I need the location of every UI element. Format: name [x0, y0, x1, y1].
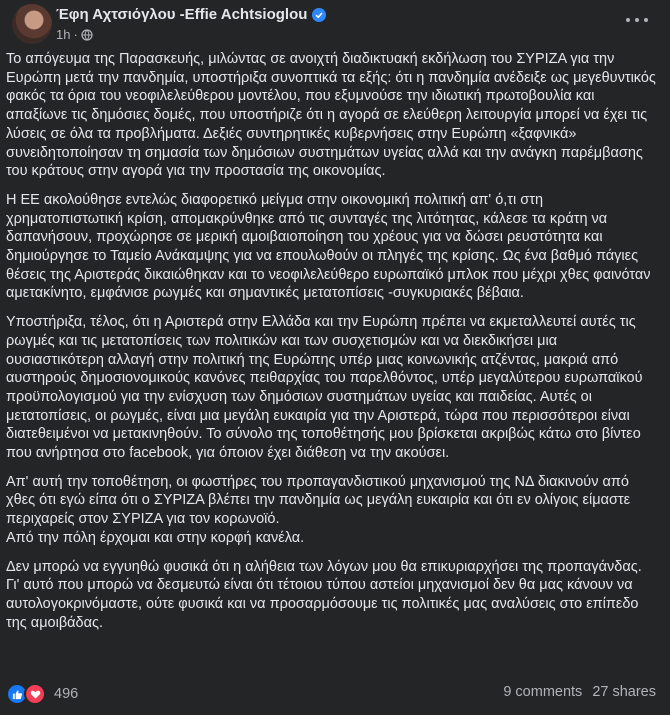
avatar[interactable]	[12, 4, 52, 44]
post-header	[12, 4, 658, 42]
reactions-summary[interactable]	[6, 683, 78, 705]
comments-link[interactable]: 9 comments	[503, 684, 583, 700]
post-paragraph-1: Το απόγευμα της Παρασκευής, μιλώντας σε ανοιχτή διαδικτυακή εκδήλωση του ΣΥΡΙΖΑ για την Ευρώπη μετά την πανδημία, υποστήριξα συνοπτικά τα εξής: ότι η πανδημία ανέδειξε ως μεγεθυντικός φακός τα όρια του νεοφιλελεύθερου μοντέλου, που εξυμνούσε την ιδιωτική πρωτοβουλία και απαξίωνε τις δημόσιες δομές, που υποστήριζε ότι η αγορά σε ελεύθερη λειτουργία μπορεί να έχει τις λύσεις σε όλα τα προβλήματα. Δεξιές συντηρητικές κυβερνήσεις στην Ευρώπη «ξαφνικά» συνειδητοποίησαν τη σημασία των δημόσιων συστημάτων υγείας αλλά και την ανάγκη παρέμβασης του κράτους στην αγορά για την προστασία της οικονομίας.	[6, 51, 656, 180]
verified-badge-icon	[312, 8, 326, 22]
post-paragraph-4: Απ' αυτή την τοποθέτηση, οι φωστήρες του προπαγανδιστικού μηχανισμού της ΝΔ διακινούν από χθες ότι εγώ είπα ότι ο ΣΥΡΙΖΑ βλέπει την πανδημία ως μεγάλη ευκαιρία και ότι εν ολίγοις είμαστε περιχαρείς στον ΣΥΡΙΖΑ για τον κορωνοϊό. Από την πόλη έρχομαι και στην κορφή κανέλα.	[6, 473, 631, 546]
shares-link[interactable]: 27 shares	[592, 684, 656, 700]
reaction-count: 496	[54, 686, 79, 702]
post-paragraph-5: Δεν μπορώ να εγγυηθώ φυσικά ότι η αλήθεια των λόγων μου θα επικυριαρχήσει της προπαγάνδας. Γι' αυτό που μπορώ να δεσμευτώ είναι ότι τέτοιου τύπου αστείοι μηχανισμοί δεν θα μας κάνουν να αυτολογοκρινόμαστε, ούτε φυσικά και να προσαρμόσουμε τις πολιτικές μας αναλύσεις στο επίπεδο της αμοιβάδας.	[6, 558, 642, 631]
separator-dot: ·	[73, 27, 78, 42]
post-time[interactable]: 1h	[56, 27, 71, 42]
post-paragraph-2: Η ΕΕ ακολούθησε εντελώς διαφορετικό μείγμα στην οικονομική πολιτική απ' ό,τι στη χρηματοπιστωτική κρίση, απομακρύνθηκε από τις συνταγές της λιτότητας, κάλεσε τα κράτη να δαπανήσουν, προχώρησε σε μερική αμοιβαιοποίηση του χρέους για να δώσει ρευστότητα και δημιούργησε το Ταμείο Ανάκαμψης για να επουλωθούν οι πληγές της κρίσης. Ως ένα βαθμό πάγιες θέσεις της Αριστεράς δικαιώθηκαν και το νεοφιλελεύθερο ευρωπαϊκό μπλοκ που μέχρι χθες φαινόταν αμετακίνητο, εμφάνισε ρωγμές και σημαντικές μετατοπίσεις -συγκυριακές βέβαια.	[6, 191, 651, 302]
author-row	[56, 6, 326, 23]
post-stats	[503, 684, 656, 700]
post-body	[6, 50, 658, 642]
post-paragraph-3: Υποστήριξα, τέλος, ότι η Αριστερά στην Ελλάδα και την Ευρώπη πρέπει να εκμεταλλευτεί αυτές τις ρωγμές και τις μετατοπίσεις των πολιτικών και των συσχετισμών και να διεκδικήσει μια ουσιαστικότερη αλλαγή στην πολιτική της Ευρώπης υπέρ μιας κοινωνικής ατζέντας, μακριά από αυστηρούς δημοσιονομικούς κανόνες πειθαρχίας του παρελθόντος, υπέρ μεγαλύτερου ευρωπαϊκού προϋπολογισμού για την ενίσχυση των δημόσιων συστημάτων υγείας και παιδείας. Αυτές οι μετατοπίσεις, οι ρωγμές, είναι μια μεγάλη ευκαιρία για την Αριστερά, τώρα που περισσότεροι είναι διατεθειμένοι να μετακινηθούν. Το σύνολο της τοποθέτησής μου βρίσκεται ακριβώς κάτω στο βίντεο που ανήρτησα στο facebook, για όποιον έχει διάθεση να την ακούσει.	[6, 314, 643, 462]
globe-icon	[81, 29, 93, 41]
author-name[interactable]: Έφη Αχτσιόγλου -Effie Achtsioglou	[56, 6, 308, 23]
post-meta	[56, 27, 93, 42]
more-options-icon[interactable]	[626, 14, 648, 26]
love-reaction-icon	[24, 683, 46, 705]
post-footer	[6, 683, 656, 703]
